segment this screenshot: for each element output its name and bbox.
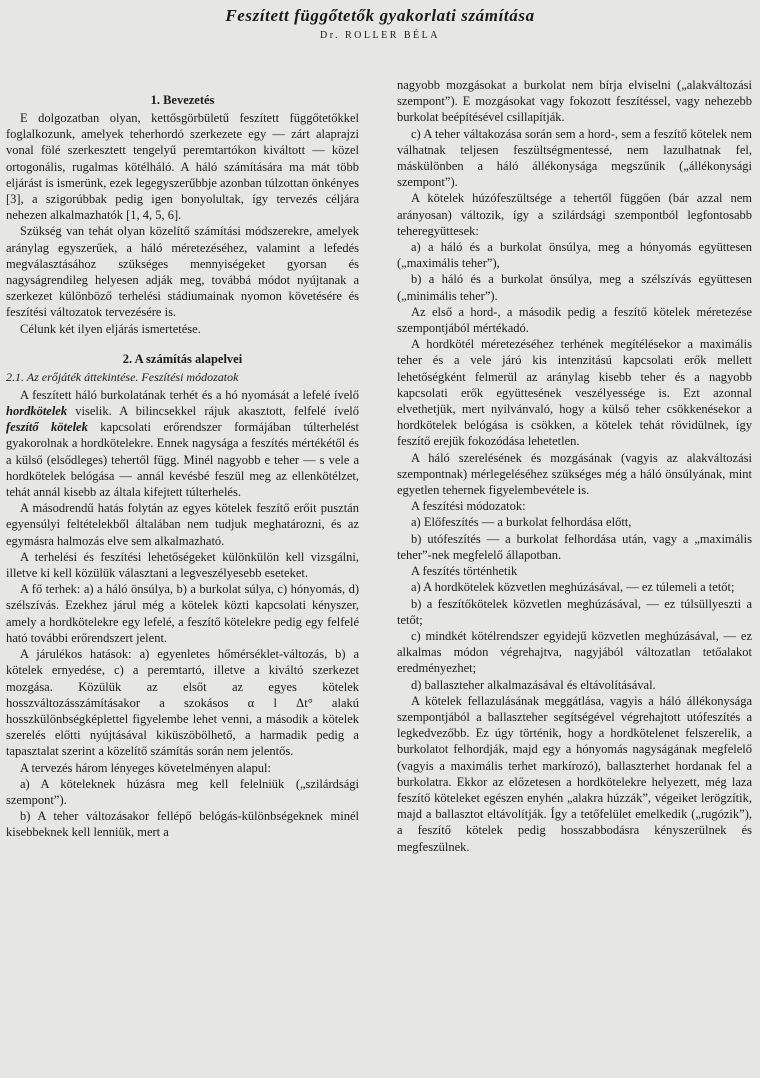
paragraph: nagyobb mozgásokat a burkolat nem bírja elviselni („alakváltozási szempont”). E mozgásokat vagy fokozott feszítéssel, vagy nehezebb burkolat beépítésével csillapítják. xyxy=(397,78,752,125)
paragraph-text: A feszített háló burkolatának terhét és a hó nyomását a lefelé ívelő xyxy=(20,387,359,402)
section-heading-principles: 2. A számítás alapelvei xyxy=(122,351,243,366)
paragraph: A másodrendű hatás folytán az egyes kötelek feszítő erőit pusztán egyensúlyi feltételekből általában nem tudjuk meghatározni, és az egymásra halmozás elve sem alkalmazható. xyxy=(6,501,359,548)
article-author: Dr. ROLLER BÉLA xyxy=(320,30,440,41)
paragraph: a) a háló és a burkolat önsúlya, meg a hónyomás együttesen („maximális teher”), xyxy=(397,240,752,271)
paragraph: Szükség van tehát olyan közelítő számítási módszerekre, amelyek aránylag egyszerűek, a háló méretezéséhez, valamint a lefedés megválasztásához szükséges mennyiségeket gyorsan és nagyságrendileg helyesen adják meg, továbbá módot nyújtanak a szerkezet különböző terhelési stádiumainak nyomon követésére és feszítési változatok tervezésére is. xyxy=(6,224,359,320)
paragraph: b) a feszítőkötelek közvetlen meghúzásával, — ez túlsüllyeszti a tetőt; xyxy=(397,596,752,627)
paragraph: c) mindkét kötélrendszer egyidejű közvetlen meghúzásával, — ez alkalmas módon végrehajtva, nagyjából változatlan tetőalakot eredményezhet; xyxy=(397,628,752,676)
right-column xyxy=(397,77,752,855)
paragraph: A kötelek húzófeszültsége a tehertől függően (bár azzal nem arányosan) változik, így a szilárdsági szempontból legfontosabb teheregyüttesek: xyxy=(397,191,752,238)
paragraph: b) A teher változásakor fellépő belógás-különbségeknek minél kisebbeknek kell lenniük, mert a xyxy=(6,809,359,840)
paragraph: Célunk két ilyen eljárás ismertetése. xyxy=(20,321,201,336)
paragraph: A kötelek fellazulásának meggátlása, vagyis a háló állékonysága szempontjából a ballaszteher segítségével végrehajtott utófeszítés a legkedvezőbb. Ez úgy történik, hogy a hordkötelenet felszerelik, a burkolatot felhordják, majd egy a hónyomás nagyságának megfelelő (vagyis a maximális terhet markírozó), ballaszterhet hordanak fel a burkolatra. Ekkor az előzetesen a hordkötelekre helyezett, még laza feszítő köteleket egészen enyhén „alakra húzzák”, végeiket lerögzítik, majd a ballasztot eltávolítják. Így a tetőfelület emelkedik („rugózik”), a feszítő kötelek pedig hosszabbodásra kényszerülnek és megfeszülnek. xyxy=(397,693,752,854)
paragraph: A járulékos hatások: a) egyenletes hőmérséklet-változás, b) a kötelek ernyedése, c) a peremtartó, illetve a kiváltó szerkezet mozgása. Közülük az elsőt az egyes kötelek hosszváltozásszámításakor a szokásos α l Δt° alakú hosszkülönbségképlettel figyelembe lehet venni, a második a kötelek szerelés előtti nyújtásával kiküszöbölhető, a harmadik pedig a tapasztalat szerint a közelítő számítás során nem jelentős. xyxy=(6,647,359,759)
paragraph: b) a háló és a burkolat önsúlya, meg a szélszívás együttesen („minimális teher”). xyxy=(397,272,752,303)
article-title: Feszített függőtetők gyakorlati számítása xyxy=(225,6,535,25)
paragraph: E dolgozatban olyan, kettősgörbületű feszített függőtetőkkel foglalkozunk, amelyek teherhordó szerkezete egy — zárt alaprajzi vonal fölé szerkesztett tengelyű peremtartókon kiváltott — közel ortogonális, rugalmas kötélháló. A háló számítására ma mát több eljárást is ismerünk, ezek legegyszerűbbje azonban túlzottan önkényes [3], a szigorúbbak pedig igen bonyolultak, így tervezés céljára nehezen alkalmazhatók [1, 4, 5, 6]. xyxy=(6,111,359,223)
left-column xyxy=(6,92,359,841)
paragraph: A feszítés történhetik xyxy=(411,564,518,579)
paragraph: c) A teher váltakozása során sem a hord-, sem a feszítő kötelek nem válhatnak teljesen feszültségmentessé, nem lazulhatnak fel, máskülönben a háló állékonysága megszűnik („állékonysági szempont”). xyxy=(397,126,752,190)
subsection-heading: 2.1. Az erőjáték áttekintése. Feszítési módozatok xyxy=(6,369,239,384)
paragraph: A hordkötél méretezéséhez terhének megítélésekor a maximális teher és a vele járó kis intenzitású kapcsolati erők mellett lehetőségként felmerül az aránylag kisebb teher és a nagyobb kapcsolati erők együttesének veszélyessége is. Ezt azonnal elvethetjük, mert nyilvánvaló, hogy a külső teher csökkenésekor a hordkötelek belógása is csökken, a kötelek tehát rövidülnek, így feszítő erejük fokozódása lehetetlen. xyxy=(397,337,752,449)
paragraph: b) utófeszítés — a burkolat felhordása után, vagy a „maximális teher”-nek megfelelő állapotban. xyxy=(397,531,752,562)
section-heading-introduction: 1. Bevezetés xyxy=(150,93,215,107)
paragraph-text: viselik. A bilincsekkel rájuk akasztott, felfelé ívelő xyxy=(67,404,359,419)
paragraph-text: kapcsolati erőrendszer formájában túlterhelést gyakorolnak a hordkötelekre. Ennek nagysága a feszítés mértékétől és a külső (elsődleges) tehertől függ. Minél nagyobb e teher — s vele a hordkötelek belógása — annál kevésbé feszül meg az ellenkötélzet, tehát annál kisebb az általa kifejtett túlterhelés. xyxy=(6,420,359,500)
term-feszito-kotelek: feszítő kötelek xyxy=(6,420,88,435)
paragraph: A terhelési és feszítési lehetőségeket különkülön kell vizsgálni, illetve ki kell közülük választani a legveszélyesebb eseteket. xyxy=(6,549,359,581)
paragraph xyxy=(6,387,359,500)
paragraph: d) ballaszteher alkalmazásával és eltávolításával. xyxy=(411,677,656,692)
paragraph: a) A köteleknek húzásra meg kell felelniük („szilárdsági szempont”). xyxy=(6,776,359,807)
paragraph: a) Előfeszítés — a burkolat felhordása előtt, xyxy=(411,515,632,530)
paragraph: A tervezés három lényeges követelményen alapul: xyxy=(20,760,271,775)
paragraph: a) A hordkötelek közvetlen meghúzásával, — ez túlemeli a tetőt; xyxy=(411,580,735,595)
term-hordkotelek: hordkötelek xyxy=(6,404,68,419)
paragraph: A feszítési módozatok: xyxy=(411,499,526,514)
paragraph: Az első a hord-, a második pedig a feszítő kötelek méretezése szempontjából mértékadó. xyxy=(397,304,752,336)
paragraph: A háló szerelésének és mozgásának (vagyis az alakváltozási szempontnak) mérlegeléséhez szükséges még a háló önsúlyának, mint egyetlen tehernek figyelembevétele is. xyxy=(397,450,752,498)
paragraph: A fő terhek: a) a háló önsúlya, b) a burkolat súlya, c) hónyomás, d) szélszívás. Ezekhez járul még a kötelek közti kapcsolati kényszer, amely a hordkötelekre egy lefelé, a feszítő kötelekre pedig egy felfelé ható további erőrendszert jelent. xyxy=(6,582,359,645)
